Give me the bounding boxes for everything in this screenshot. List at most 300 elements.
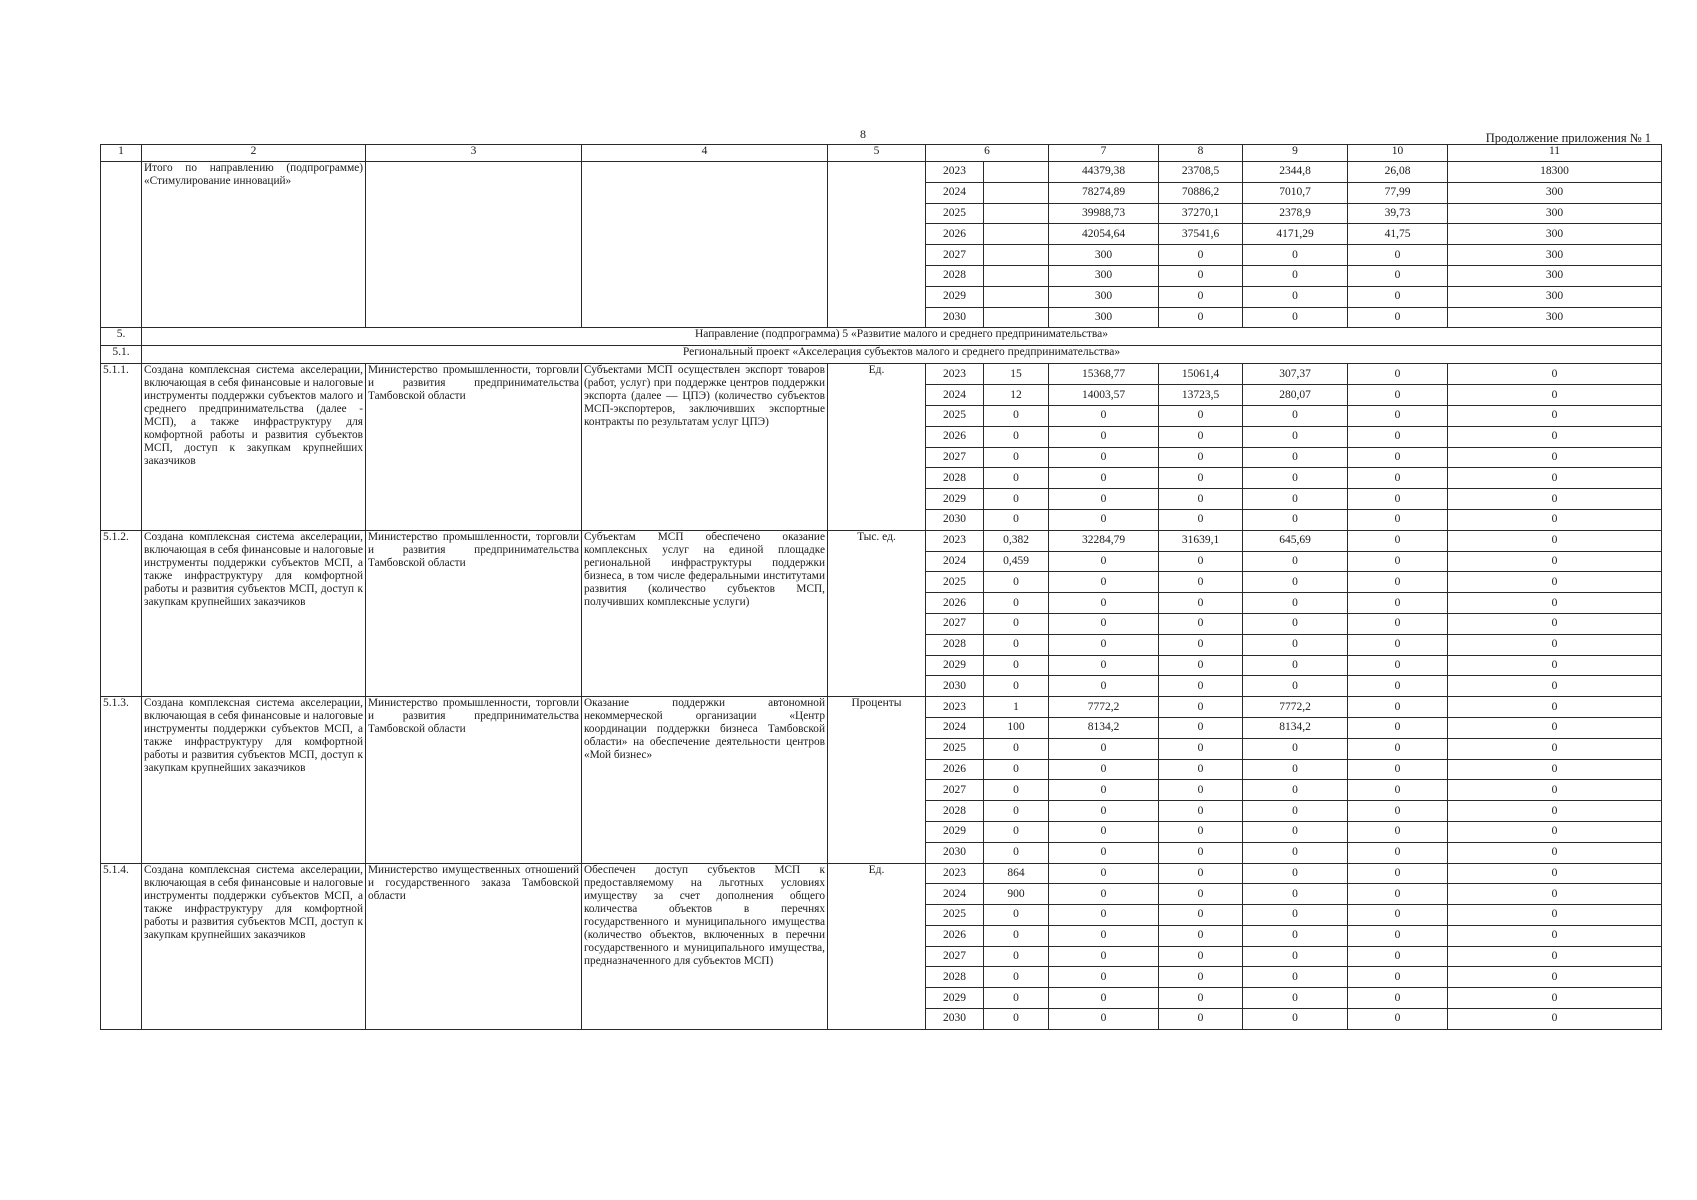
item-name-cell: Создана комплексная система акселерации, включающая в себя финансовые и налоговые инструменты поддержки субъектов МСП, а также инфраструктуру для комфортной работы и развития субъектов МСП, доступ к закупкам крупнейших заказчиков	[142, 697, 366, 863]
value-cell: 0	[1159, 842, 1243, 863]
value-cell: 0	[1049, 738, 1159, 759]
value-cell: 0	[1049, 426, 1159, 447]
value-cell: 0	[1049, 447, 1159, 468]
year-cell: 2028	[926, 634, 984, 655]
year-cell: 2030	[926, 676, 984, 697]
value-cell: 70886,2	[1159, 182, 1243, 203]
value-cell: 0	[1159, 1009, 1243, 1030]
value-cell: 0	[1159, 307, 1243, 328]
value-cell: 7772,2	[1243, 697, 1348, 718]
value-cell: 2344,8	[1243, 162, 1348, 183]
year-cell: 2027	[926, 946, 984, 967]
value-cell: 0	[1159, 634, 1243, 655]
year-cell: 2023	[926, 530, 984, 551]
value-cell: 0	[1049, 405, 1159, 426]
value-cell	[984, 286, 1049, 307]
year-cell: 2026	[926, 426, 984, 447]
value-cell: 0	[984, 801, 1049, 822]
value-cell: 4171,29	[1243, 224, 1348, 245]
value-cell: 0	[1348, 697, 1448, 718]
value-cell: 0	[1348, 385, 1448, 406]
value-cell: 0	[1243, 884, 1348, 905]
value-cell: 7772,2	[1049, 697, 1159, 718]
value-cell: 0	[1348, 447, 1448, 468]
value-cell: 0	[1348, 655, 1448, 676]
value-cell: 0	[1159, 286, 1243, 307]
value-cell: 26,08	[1348, 162, 1448, 183]
value-cell: 0	[1243, 286, 1348, 307]
value-cell: 0	[1448, 530, 1662, 551]
result-cell: Обеспечен доступ субъектов МСП к предоставляемому на льготных условиях имуществу за счет дополнения общего количества объектов в перечнях государственного и муниципального имущества (количество объектов, включенных в перечни государственного и муниципального имущества, предназначенного для субъектов МСП)	[582, 863, 828, 1029]
value-cell: 0	[1243, 509, 1348, 530]
unit-cell	[828, 162, 926, 328]
value-cell: 0	[1448, 405, 1662, 426]
value-cell: 0	[1348, 634, 1448, 655]
value-cell: 0	[1243, 245, 1348, 266]
value-cell: 0	[1448, 676, 1662, 697]
item-code-cell: 5.1.3.	[101, 697, 142, 863]
year-cell: 2023	[926, 697, 984, 718]
value-cell: 0	[1159, 245, 1243, 266]
value-cell: 0	[1348, 265, 1448, 286]
value-cell: 0	[1448, 884, 1662, 905]
header-cell: 4	[582, 145, 828, 162]
value-cell: 300	[1448, 307, 1662, 328]
subsection-row	[101, 346, 1662, 364]
value-cell: 0,459	[984, 551, 1049, 572]
value-cell: 14003,57	[1049, 385, 1159, 406]
value-cell: 0	[984, 489, 1049, 510]
value-cell: 0	[1243, 780, 1348, 801]
value-cell: 300	[1448, 203, 1662, 224]
value-cell	[984, 203, 1049, 224]
value-cell: 0	[1243, 405, 1348, 426]
value-cell	[984, 307, 1049, 328]
year-cell: 2027	[926, 245, 984, 266]
value-cell: 0	[1348, 946, 1448, 967]
value-cell: 0	[1243, 946, 1348, 967]
value-cell: 0	[1348, 286, 1448, 307]
header-cell: 7	[1049, 145, 1159, 162]
value-cell: 0	[1159, 967, 1243, 988]
value-cell: 7010,7	[1243, 182, 1348, 203]
value-cell: 0	[1348, 925, 1448, 946]
value-cell: 0	[1243, 551, 1348, 572]
table-row	[101, 863, 1662, 884]
year-cell: 2025	[926, 738, 984, 759]
value-cell: 0	[984, 905, 1049, 926]
value-cell: 0	[1448, 426, 1662, 447]
value-cell: 15	[984, 364, 1049, 385]
value-cell: 77,99	[1348, 182, 1448, 203]
value-cell: 0	[1159, 405, 1243, 426]
year-cell: 2025	[926, 905, 984, 926]
year-cell: 2027	[926, 613, 984, 634]
value-cell: 0	[984, 634, 1049, 655]
value-cell: 0	[1448, 364, 1662, 385]
value-cell: 0	[1243, 905, 1348, 926]
item-code-cell: 5.1.4.	[101, 863, 142, 1029]
result-cell	[582, 162, 828, 328]
year-cell: 2030	[926, 307, 984, 328]
value-cell: 0	[1243, 572, 1348, 593]
value-cell: 0	[1049, 613, 1159, 634]
value-cell: 0	[1348, 572, 1448, 593]
value-cell: 0	[984, 821, 1049, 842]
value-cell: 0	[1348, 884, 1448, 905]
value-cell: 0	[1049, 655, 1159, 676]
year-cell: 2027	[926, 447, 984, 468]
value-cell: 307,37	[1243, 364, 1348, 385]
value-cell: 300	[1049, 307, 1159, 328]
value-cell: 0	[1348, 426, 1448, 447]
value-cell: 0	[1243, 593, 1348, 614]
value-cell: 300	[1448, 245, 1662, 266]
program-table	[100, 144, 1662, 1030]
year-cell: 2028	[926, 265, 984, 286]
value-cell: 37541,6	[1159, 224, 1243, 245]
value-cell: 0	[1159, 988, 1243, 1009]
item-name-cell: Создана комплексная система акселерации, включающая в себя финансовые и налоговые инструменты поддержки субъектов МСП, а также инфраструктуру для комфортной работы и развития субъектов МСП, доступ к закупкам крупнейших заказчиков	[142, 530, 366, 696]
value-cell: 0	[1243, 738, 1348, 759]
value-cell: 15368,77	[1049, 364, 1159, 385]
value-cell: 0	[1243, 613, 1348, 634]
year-cell: 2028	[926, 801, 984, 822]
value-cell: 31639,1	[1159, 530, 1243, 551]
value-cell: 0	[1448, 697, 1662, 718]
value-cell: 0	[1243, 925, 1348, 946]
value-cell: 78274,89	[1049, 182, 1159, 203]
value-cell: 0	[1448, 634, 1662, 655]
header-cell: 2	[142, 145, 366, 162]
value-cell: 0	[1049, 884, 1159, 905]
value-cell: 0	[1348, 863, 1448, 884]
value-cell: 0	[984, 842, 1049, 863]
year-cell: 2023	[926, 162, 984, 183]
header-cell: 6	[926, 145, 1049, 162]
value-cell: 0	[984, 780, 1049, 801]
value-cell: 0	[1243, 447, 1348, 468]
executor-cell	[366, 162, 582, 328]
year-cell: 2029	[926, 489, 984, 510]
value-cell: 39988,73	[1049, 203, 1159, 224]
year-cell: 2026	[926, 224, 984, 245]
value-cell: 0	[1448, 946, 1662, 967]
year-cell: 2029	[926, 286, 984, 307]
value-cell: 0	[1049, 593, 1159, 614]
value-cell: 0	[1448, 738, 1662, 759]
value-cell: 0	[1448, 925, 1662, 946]
table-row	[101, 697, 1662, 718]
value-cell: 0	[1348, 738, 1448, 759]
page-number: 8	[860, 127, 866, 141]
value-cell: 18300	[1448, 162, 1662, 183]
value-cell: 0	[1049, 551, 1159, 572]
value-cell: 0	[1448, 759, 1662, 780]
value-cell: 0	[1348, 489, 1448, 510]
value-cell: 0	[1243, 801, 1348, 822]
year-cell: 2024	[926, 551, 984, 572]
value-cell: 0	[1348, 307, 1448, 328]
value-cell: 0	[1348, 509, 1448, 530]
header-cell: 9	[1243, 145, 1348, 162]
value-cell: 0	[984, 613, 1049, 634]
value-cell: 0	[984, 509, 1049, 530]
value-cell: 0	[1243, 988, 1348, 1009]
section-code-cell: 5.	[101, 328, 142, 346]
value-cell: 0	[1448, 967, 1662, 988]
value-cell: 0	[1243, 676, 1348, 697]
value-cell: 0	[1448, 613, 1662, 634]
value-cell	[984, 182, 1049, 203]
value-cell: 0	[984, 738, 1049, 759]
value-cell: 0	[1448, 572, 1662, 593]
value-cell: 39,73	[1348, 203, 1448, 224]
value-cell: 0	[1448, 509, 1662, 530]
value-cell: 0	[984, 572, 1049, 593]
value-cell: 0	[984, 925, 1049, 946]
value-cell: 0	[1049, 925, 1159, 946]
value-cell: 0	[1159, 551, 1243, 572]
year-cell: 2030	[926, 1009, 984, 1030]
value-cell: 0	[984, 593, 1049, 614]
value-cell: 0	[1448, 1009, 1662, 1030]
value-cell: 0	[1049, 905, 1159, 926]
year-cell: 2029	[926, 655, 984, 676]
value-cell: 0	[1348, 801, 1448, 822]
value-cell: 300	[1049, 265, 1159, 286]
value-cell: 0	[1159, 884, 1243, 905]
header-row	[101, 145, 1662, 162]
section-row	[101, 328, 1662, 346]
value-cell: 0	[984, 946, 1049, 967]
value-cell: 0	[1159, 801, 1243, 822]
header-cell: 1	[101, 145, 142, 162]
value-cell: 37270,1	[1159, 203, 1243, 224]
year-cell: 2028	[926, 967, 984, 988]
unit-cell: Проценты	[828, 697, 926, 863]
value-cell: 0	[1448, 489, 1662, 510]
value-cell: 0	[1243, 468, 1348, 489]
value-cell: 0	[1159, 572, 1243, 593]
value-cell: 0	[1348, 530, 1448, 551]
value-cell: 41,75	[1348, 224, 1448, 245]
value-cell: 0	[984, 405, 1049, 426]
header-cell: 8	[1159, 145, 1243, 162]
value-cell: 32284,79	[1049, 530, 1159, 551]
value-cell: 0	[1159, 717, 1243, 738]
result-cell: Субъектами МСП осуществлен экспорт товаров (работ, услуг) при поддержке центров поддержки экспорта (далее — ЦПЭ) (количество субъектов МСП-экспортеров, заключивших экспортные контракты по результатам услуг ЦПЭ)	[582, 364, 828, 530]
value-cell: 0	[1348, 551, 1448, 572]
value-cell: 0	[1348, 468, 1448, 489]
value-cell	[984, 162, 1049, 183]
item-code-cell: 5.1.1.	[101, 364, 142, 530]
year-cell: 2024	[926, 182, 984, 203]
value-cell: 0	[1049, 468, 1159, 489]
value-cell: 23708,5	[1159, 162, 1243, 183]
value-cell: 0	[1049, 946, 1159, 967]
value-cell: 0	[1448, 988, 1662, 1009]
value-cell: 13723,5	[1159, 385, 1243, 406]
value-cell: 0	[1243, 655, 1348, 676]
value-cell: 0	[1243, 307, 1348, 328]
value-cell: 0	[1243, 1009, 1348, 1030]
value-cell: 0	[1049, 489, 1159, 510]
unit-cell: Ед.	[828, 364, 926, 530]
value-cell: 0	[1448, 655, 1662, 676]
year-cell: 2023	[926, 863, 984, 884]
value-cell: 0	[1243, 426, 1348, 447]
value-cell: 0	[1159, 593, 1243, 614]
year-cell: 2030	[926, 842, 984, 863]
value-cell: 0	[1348, 759, 1448, 780]
header-cell: 3	[366, 145, 582, 162]
value-cell: 0	[1448, 863, 1662, 884]
table-row	[101, 364, 1662, 385]
value-cell: 0	[1049, 842, 1159, 863]
value-cell: 0	[1243, 821, 1348, 842]
year-cell: 2030	[926, 509, 984, 530]
value-cell: 0	[1049, 759, 1159, 780]
value-cell: 0	[1049, 572, 1159, 593]
value-cell: 0	[1049, 988, 1159, 1009]
value-cell: 300	[1049, 286, 1159, 307]
value-cell: 0	[1348, 967, 1448, 988]
value-cell: 0	[1159, 447, 1243, 468]
value-cell: 0	[1348, 245, 1448, 266]
value-cell: 8134,2	[1243, 717, 1348, 738]
value-cell: 0	[1243, 489, 1348, 510]
year-cell: 2029	[926, 988, 984, 1009]
executor-cell: Министерство промышленности, торговли и развития предпринимательства Тамбовской области	[366, 364, 582, 530]
value-cell: 0	[1448, 842, 1662, 863]
value-cell: 0	[1448, 717, 1662, 738]
value-cell: 0	[1049, 676, 1159, 697]
unit-cell: Тыс. ед.	[828, 530, 926, 696]
value-cell: 0	[1448, 447, 1662, 468]
value-cell: 1	[984, 697, 1049, 718]
value-cell: 0	[1159, 426, 1243, 447]
value-cell: 300	[1448, 224, 1662, 245]
value-cell: 645,69	[1243, 530, 1348, 551]
value-cell: 0	[1159, 676, 1243, 697]
value-cell	[984, 224, 1049, 245]
value-cell: 0	[1348, 676, 1448, 697]
header-cell: 5	[828, 145, 926, 162]
year-cell: 2024	[926, 717, 984, 738]
value-cell: 0	[1243, 863, 1348, 884]
value-cell: 0	[1348, 988, 1448, 1009]
header-cell: 11	[1448, 145, 1662, 162]
value-cell	[984, 265, 1049, 286]
value-cell: 0	[1348, 821, 1448, 842]
value-cell: 0	[1049, 1009, 1159, 1030]
value-cell: 0	[1448, 551, 1662, 572]
value-cell: 0	[1243, 634, 1348, 655]
value-cell: 0	[1448, 905, 1662, 926]
year-cell: 2025	[926, 203, 984, 224]
value-cell: 15061,4	[1159, 364, 1243, 385]
value-cell: 0	[1159, 905, 1243, 926]
value-cell: 12	[984, 385, 1049, 406]
value-cell: 0	[1243, 967, 1348, 988]
item-name-cell: Создана комплексная система акселерации, включающая в себя финансовые и налоговые инструменты поддержки субъектов малого и среднего предпринимательства (далее - МСП), а также инфраструктуру для комфортной работы и развития субъектов МСП, доступ к закупкам крупнейших заказчиков	[142, 364, 366, 530]
item-name-cell: Создана комплексная система акселерации, включающая в себя финансовые и налоговые инструменты поддержки субъектов МСП, а также инфраструктуру для комфортной работы и развития субъектов МСП, доступ к закупкам крупнейших заказчиков	[142, 863, 366, 1029]
value-cell: 0	[1348, 593, 1448, 614]
value-cell: 0	[1159, 738, 1243, 759]
value-cell: 42054,64	[1049, 224, 1159, 245]
table-row	[101, 162, 1662, 183]
value-cell: 0	[1348, 613, 1448, 634]
value-cell: 0	[1159, 468, 1243, 489]
value-cell: 0	[1159, 946, 1243, 967]
value-cell: 0	[1348, 717, 1448, 738]
value-cell: 0	[984, 759, 1049, 780]
value-cell: 0	[1448, 385, 1662, 406]
value-cell: 0	[1049, 801, 1159, 822]
value-cell: 0	[1049, 780, 1159, 801]
result-cell: Субъектам МСП обеспечено оказание комплексных услуг на единой площадке региональной инфраструктуры поддержки бизнеса, в том числе федеральными институтами развития (количество субъектов МСП, получивших комплексные услуги)	[582, 530, 828, 696]
year-cell: 2027	[926, 780, 984, 801]
value-cell: 300	[1448, 265, 1662, 286]
value-cell: 0	[1049, 634, 1159, 655]
year-cell: 2025	[926, 572, 984, 593]
value-cell: 0	[1159, 655, 1243, 676]
section-title-cell: Региональный проект «Акселерация субъектов малого и среднего предпринимательства»	[142, 346, 1662, 364]
value-cell: 0	[1448, 593, 1662, 614]
value-cell: 0	[1243, 265, 1348, 286]
year-cell: 2029	[926, 821, 984, 842]
executor-cell: Министерство имущественных отношений и государственного заказа Тамбовской области	[366, 863, 582, 1029]
value-cell: 300	[1448, 286, 1662, 307]
value-cell: 0	[984, 967, 1049, 988]
item-code-cell: 5.1.2.	[101, 530, 142, 696]
year-cell: 2024	[926, 884, 984, 905]
value-cell: 0	[1348, 405, 1448, 426]
year-cell: 2026	[926, 593, 984, 614]
value-cell: 0	[984, 468, 1049, 489]
year-cell: 2028	[926, 468, 984, 489]
value-cell: 2378,9	[1243, 203, 1348, 224]
section-code-cell: 5.1.	[101, 346, 142, 364]
value-cell: 100	[984, 717, 1049, 738]
table-row	[101, 530, 1662, 551]
value-cell: 0	[984, 426, 1049, 447]
value-cell: 0	[1049, 967, 1159, 988]
executor-cell: Министерство промышленности, торговли и развития предпринимательства Тамбовской области	[366, 697, 582, 863]
table-body	[101, 145, 1662, 1030]
value-cell: 900	[984, 884, 1049, 905]
value-cell: 0	[1159, 925, 1243, 946]
value-cell: 0	[1159, 613, 1243, 634]
value-cell: 0	[1448, 468, 1662, 489]
value-cell: 0	[1448, 821, 1662, 842]
year-cell: 2023	[926, 364, 984, 385]
value-cell: 0	[1159, 697, 1243, 718]
header-cell: 10	[1348, 145, 1448, 162]
value-cell: 0	[1448, 801, 1662, 822]
value-cell: 0	[1159, 780, 1243, 801]
value-cell: 0	[1159, 265, 1243, 286]
unit-cell: Ед.	[828, 863, 926, 1029]
item-name-cell: Итого по направлению (подпрограмме) «Стимулирование инноваций»	[142, 162, 366, 328]
value-cell: 0	[1159, 863, 1243, 884]
year-cell: 2024	[926, 385, 984, 406]
year-cell: 2025	[926, 405, 984, 426]
executor-cell: Министерство промышленности, торговли и развития предпринимательства Тамбовской области	[366, 530, 582, 696]
value-cell: 0	[1243, 759, 1348, 780]
result-cell: Оказание поддержки автономной некоммерческой организации «Центр координации поддержки бизнеса Тамбовской области» на обеспечение деятельности центров «Мой бизнес»	[582, 697, 828, 863]
